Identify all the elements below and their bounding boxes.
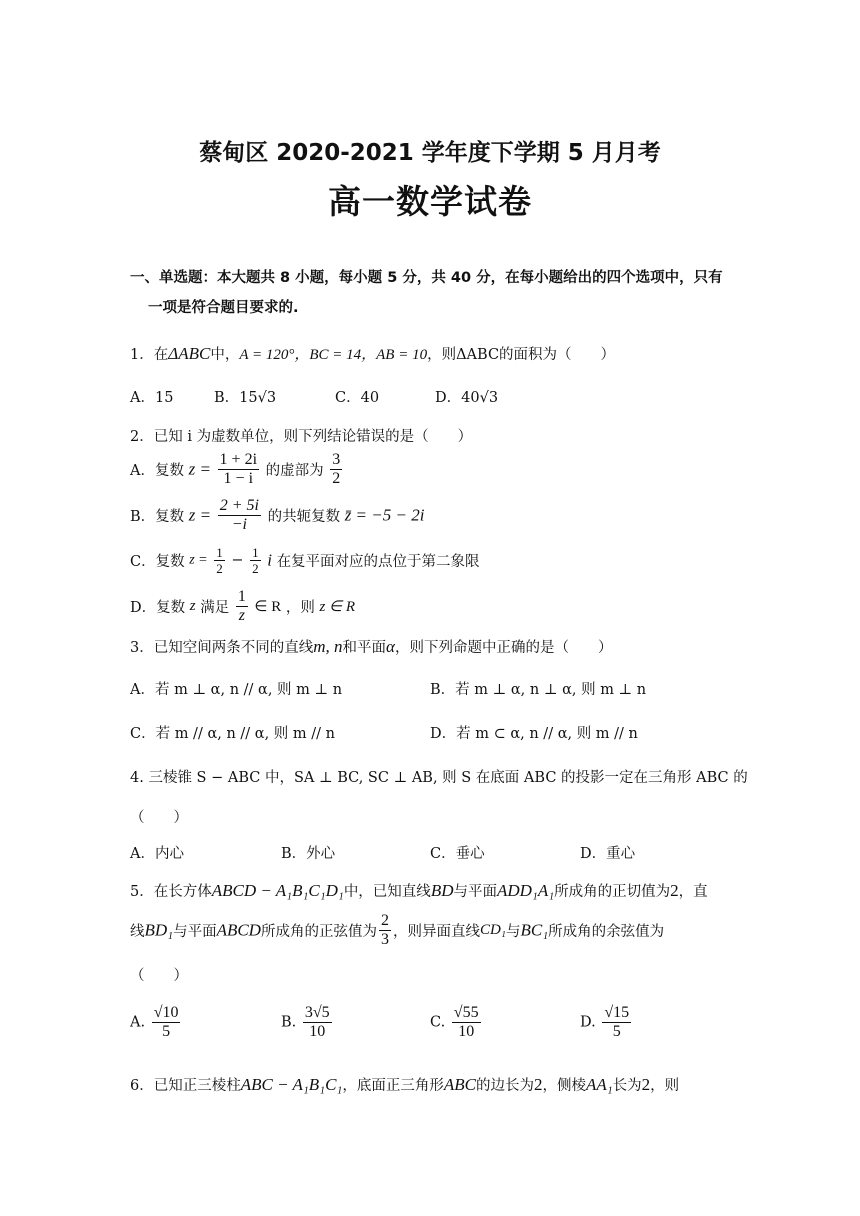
exam-subtitle: 高一数学试卷 (328, 182, 532, 221)
question-3-stem (130, 636, 612, 657)
q5b-label: B. (281, 1014, 297, 1031)
q2d-fnum: 1 (237, 588, 246, 605)
q2c-f1num: 1 (216, 545, 223, 560)
q6-v1: 2 (533, 1075, 543, 1094)
section-heading-cont: 一项是符合题目要求的. (148, 300, 299, 316)
q5l2-mid2: 所成角的正弦值为 (260, 924, 377, 940)
q2-option-c (130, 545, 480, 576)
q2a-den: 1 − i (223, 470, 254, 487)
q5-answer-paren: （ ） (130, 968, 188, 984)
q2b-mid: 的共轭复数 (267, 509, 341, 525)
q2-option-d (130, 588, 355, 625)
q2b-num: 2 + 5i (219, 497, 259, 514)
q3-mn: m, n (313, 637, 343, 656)
q5b-den: 10 (309, 1023, 326, 1040)
q3-suffix: ，则下列命题中正确的是（ ） (394, 640, 613, 656)
q2c-f1den: 2 (216, 561, 223, 576)
q1-triangle: ΔABC (168, 344, 211, 363)
q2c-f2den: 2 (252, 561, 259, 576)
q2b-fraction (218, 497, 261, 534)
q5b-num: 3√5 (304, 1004, 330, 1021)
q5-option-c (430, 1004, 483, 1041)
q1-option-a: A．15 (130, 390, 174, 406)
q6-mid: ，底面正三角形 (342, 1078, 444, 1094)
q2c-frac1 (214, 545, 225, 576)
q6-v2: 2 (641, 1075, 651, 1094)
q2b-conj: z̄ = −5 − 2i (344, 505, 425, 525)
q1-option-d: D．40√3 (435, 390, 499, 406)
q5-plane: ADD₁A₁ (496, 881, 555, 900)
q5d-label: D. (580, 1014, 596, 1031)
q2c-i: i (267, 550, 272, 570)
q6-aa1: AA₁ (585, 1075, 613, 1094)
q2a-value (330, 451, 342, 488)
q2c-minus: − (231, 552, 244, 569)
q5-bc1: BC₁ (520, 920, 549, 940)
q2a-pre: A．复数 (130, 463, 184, 479)
q5-suf: 所成角的正切值为 (554, 884, 671, 900)
q2b-z: z = (188, 505, 212, 525)
q5c-num: √55 (453, 1004, 479, 1021)
question-2-stem: 2．已知 i 为虚数单位，则下列结论错误的是（ ） (130, 429, 473, 445)
q5l2-plane: ABCD (216, 920, 261, 940)
q2a-mid: 的虚部为 (265, 463, 324, 479)
q3-option-b: B．若 m ⊥ α, n ⊥ α, 则 m ⊥ n (430, 682, 647, 698)
q5a-label: A. (130, 1014, 146, 1031)
q5-option-d (580, 1004, 633, 1041)
q2a-num: 1 + 2i (219, 451, 258, 468)
q5l2-suf: 所成角的余弦值为 (548, 924, 665, 940)
q2c-frac2 (250, 545, 261, 576)
q5c-label: C. (430, 1014, 446, 1031)
q4-option-d: D．重心 (580, 846, 636, 862)
q3-option-c: C．若 m // α, n // α, 则 m // n (130, 726, 335, 742)
q5-val: 2 (670, 881, 679, 900)
q5l2-mid3: ，则异面直线 (392, 924, 480, 940)
q6-mid2: 的边长为 (475, 1078, 534, 1094)
q2-option-b (130, 497, 424, 534)
question-6-stem (130, 1074, 679, 1095)
q2b-den: −i (231, 516, 247, 533)
q1-option-c: C．40 (335, 390, 380, 406)
question-1-stem (130, 343, 615, 364)
q6-prism: ABC − A₁B₁C₁ (240, 1075, 343, 1094)
q5-pre: 5．在长方体 (130, 884, 212, 900)
q5-bd: BD (430, 881, 454, 900)
q5-num: 2 (380, 912, 389, 929)
q5a-fraction (152, 1004, 181, 1041)
q2d-fraction (236, 588, 248, 625)
q2c-suffix: 在复平面对应的点位于第二象限 (276, 554, 480, 570)
q5-cd1: CD₁ (479, 922, 507, 938)
q2a-z: z = (188, 459, 211, 479)
q2d-z: z (189, 598, 196, 614)
q2d-result: z ∈ R (319, 599, 356, 615)
q2c-pre: C．复数 (130, 554, 185, 570)
q5c-fraction (452, 1004, 481, 1041)
q5c-den: 10 (458, 1023, 475, 1040)
question-4-stem: 4. 三棱锥 S − ABC 中，SA ⊥ BC, SC ⊥ AB, 则 S 在底面 ABC 的投影一定在三角形 ABC 的 (130, 770, 748, 786)
q2a-vnum: 3 (332, 451, 341, 468)
q3-pre: 3．已知空间两条不同的直线 (130, 640, 314, 656)
q5-end: ，直 (678, 884, 708, 900)
q4-option-c: C．垂心 (430, 846, 485, 862)
exam-title: 蔡甸区 2020-2021 学年度下学期 5 月月考 (199, 140, 661, 166)
q5-option-a (130, 1004, 182, 1041)
q5a-num: √10 (153, 1004, 179, 1021)
q6-mid3: ，侧棱 (542, 1078, 586, 1094)
q5-fraction (379, 912, 391, 949)
q3-option-d: D．若 m ⊂ α, n // α, 则 m // n (430, 726, 638, 742)
q5d-num: √15 (604, 1004, 630, 1021)
q6-pre: 6．已知正三棱柱 (130, 1078, 241, 1094)
q4-option-b: B．外心 (281, 846, 336, 862)
q4-answer-paren: （ ） (130, 810, 188, 826)
q2a-vden: 2 (332, 470, 341, 487)
q5a-den: 5 (162, 1023, 171, 1040)
q2d-pre: D．复数 (130, 600, 186, 616)
q2-option-a (130, 451, 344, 488)
q5d-den: 5 (612, 1023, 621, 1040)
q5l2-mid: 与平面 (173, 924, 217, 940)
q2a-fraction (218, 451, 259, 488)
q2b-pre: B．复数 (130, 509, 185, 525)
q5-bd1: BD₁ (144, 920, 174, 940)
q5b-fraction (303, 1004, 332, 1041)
q1-math: A = 120°，BC = 14，AB = 10 (239, 347, 428, 363)
q5l2-pre: 线 (130, 924, 145, 940)
q5l2-mid4: 与 (506, 924, 521, 940)
q5-option-b (281, 1004, 334, 1041)
q2d-mid: 满足 (200, 600, 230, 616)
q4-option-a: A．内心 (130, 846, 184, 862)
section-heading: 一、单选题：本大题共 8 小题，每小题 5 分，共 40 分，在每小题给出的四个选项中，只有 (130, 270, 723, 286)
q6-mid4: 长为 (612, 1078, 642, 1094)
q2d-fden: z (238, 607, 245, 624)
q5d-fraction (602, 1004, 631, 1041)
q5-den: 3 (380, 931, 389, 948)
q1-mid: 中， (210, 347, 240, 363)
q1-prefix: 1．在 (130, 347, 169, 363)
q3-mid: 和平面 (342, 640, 387, 656)
q3-alpha: α (386, 637, 395, 656)
q1-option-b: B．15√3 (214, 390, 277, 406)
q2d-then: ，则 (285, 600, 315, 616)
q1-suffix: ，则ΔABC的面积为（ ） (427, 347, 616, 363)
question-5-line2 (130, 912, 664, 949)
question-5-line1 (130, 880, 708, 901)
q2c-z: z = (189, 552, 208, 568)
q3-option-a: A．若 m ⊥ α, n // α, 则 m ⊥ n (130, 682, 343, 698)
q2c-f2num: 1 (252, 545, 259, 560)
q5-mid: 中，已知直线 (343, 884, 431, 900)
q5-mid2: 与平面 (453, 884, 497, 900)
q6-abc: ABC (443, 1075, 476, 1094)
q6-suf: ，则 (650, 1078, 680, 1094)
q2d-in: ∈ R (254, 599, 282, 615)
q5-solid: ABCD − A₁B₁C₁D₁ (211, 881, 344, 900)
